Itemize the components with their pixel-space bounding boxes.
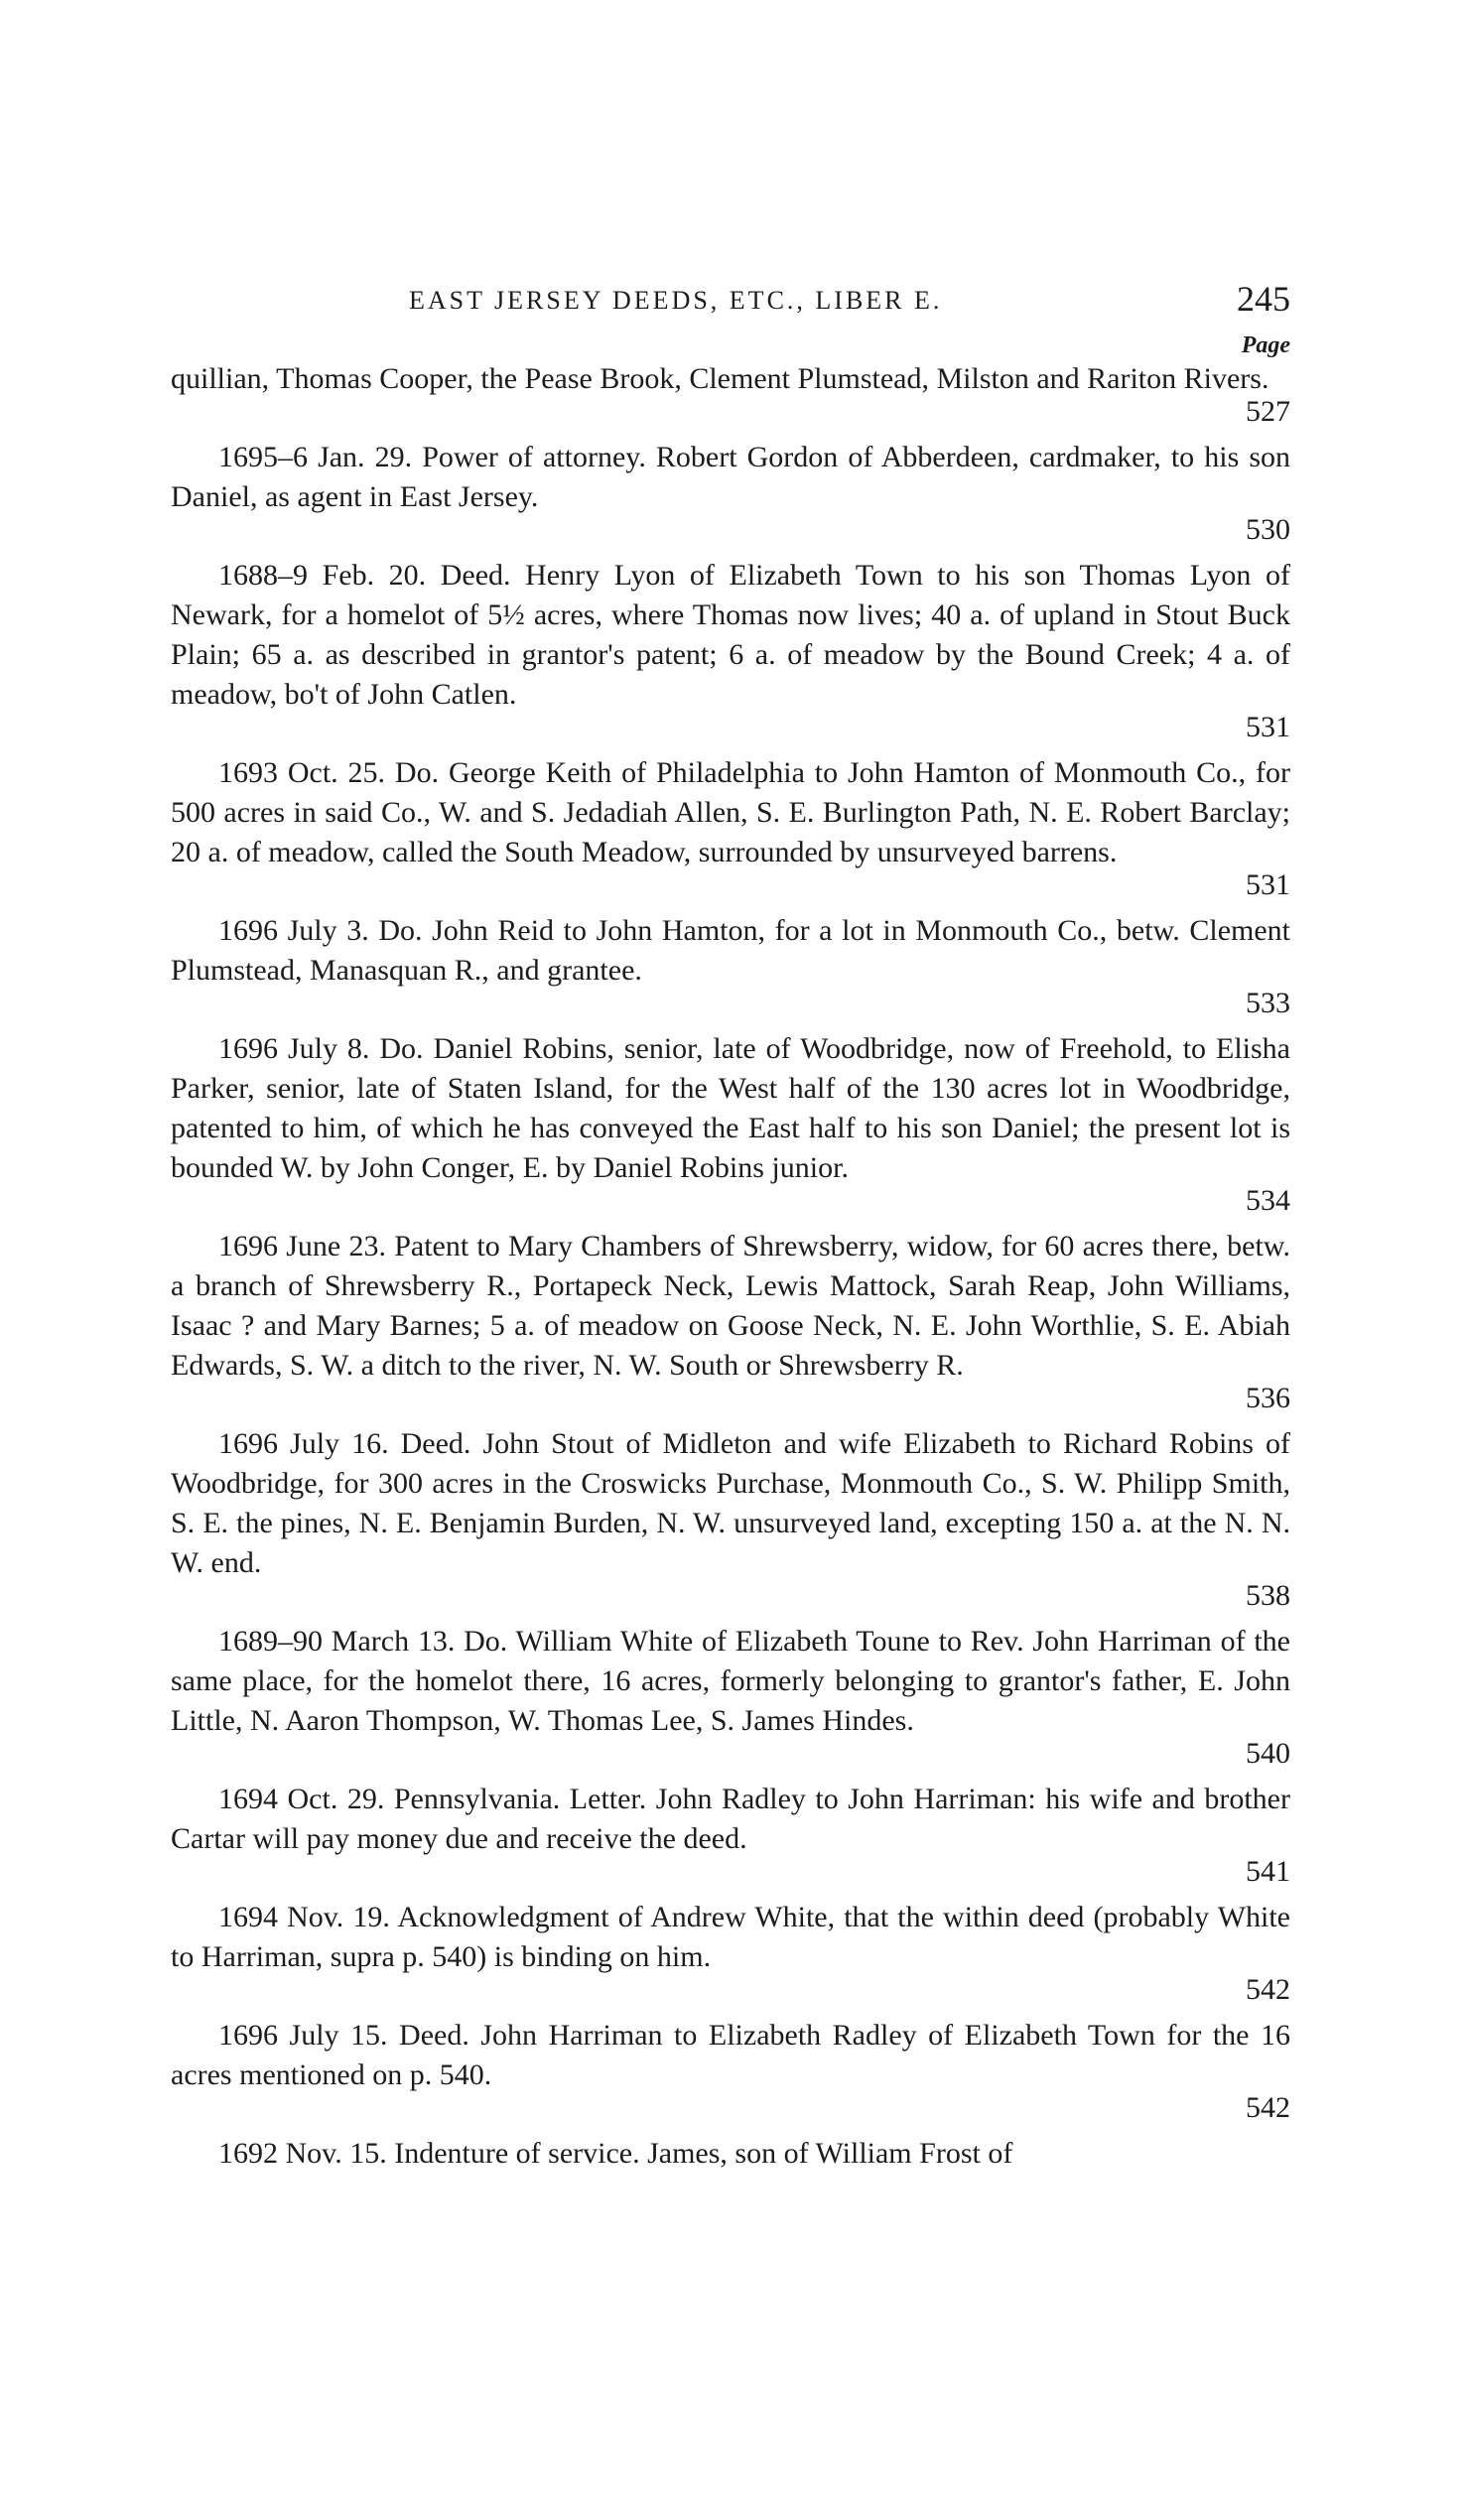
page-column-label: Page	[1241, 332, 1290, 358]
entry-text: 1694 Oct. 29. Pennsylvania. Letter. John Radley to John Harriman: his wife and brother Cartar will pay money due and receive the deed.	[171, 1783, 1290, 1855]
entry-page-ref: 542	[1246, 2091, 1290, 2124]
entry-text: 1694 Nov. 19. Acknowledgment of Andrew White, that the within deed (probably White to Harriman, supra p. 540) is binding on him.	[171, 1901, 1290, 1973]
entry-page-ref: 533	[1246, 987, 1290, 1019]
entry	[171, 1424, 1290, 1613]
entry-text: 1696 July 3. Do. John Reid to John Hamton, for a lot in Monmouth Co., betw. Clement Plumstead, Manasquan R., and grantee.	[171, 914, 1290, 987]
entry-text: 1696 July 15. Deed. John Harriman to Elizabeth Radley of Elizabeth Town for the 16 acres mentioned on p. 540.	[171, 2019, 1290, 2091]
entry	[171, 438, 1290, 547]
entry-page-ref: 530	[1246, 513, 1290, 546]
entry-text: quillian, Thomas Cooper, the Pease Brook, Clement Plumstead, Milston and Rariton Rivers.	[171, 362, 1269, 395]
entry	[171, 359, 1290, 429]
entry-page-ref: 536	[1246, 1382, 1290, 1414]
entry	[171, 556, 1290, 744]
entry-text: 1688–9 Feb. 20. Deed. Henry Lyon of Elizabeth Town to his son Thomas Lyon of Newark, for a homelot of 5½ acres, where Thomas now lives; 40 a. of upland in Stout Buck Plain; 65 a. as described in grantor's patent; 6 a. of meadow by the Bound Creek; 4 a. of meadow, bo't of John Catlen.	[171, 559, 1290, 711]
entry-page-ref: 531	[1246, 711, 1290, 743]
entry-page-ref: 542	[1246, 1973, 1290, 2006]
entry	[171, 911, 1290, 1020]
entry-page-ref: 538	[1246, 1579, 1290, 1612]
entry	[171, 1622, 1290, 1771]
entry-text: 1693 Oct. 25. Do. George Keith of Philadelphia to John Hamton of Monmouth Co., for 500 acres in said Co., W. and S. Jedadiah Allen, S. E. Burlington Path, N. E. Robert Barclay; 20 a. of meadow, called the South Meadow, surrounded by unsurveyed barrens.	[171, 756, 1290, 868]
entry-page-ref: 527	[1246, 395, 1290, 428]
running-head	[171, 278, 1290, 328]
entry-page-ref: 540	[1246, 1737, 1290, 1770]
entry	[171, 1227, 1290, 1415]
entry-text: 1696 July 8. Do. Daniel Robins, senior, late of Woodbridge, now of Freehold, to Elisha Parker, senior, late of Staten Island, for the West half of the 130 acres lot in Woodbridge, patented to him, of which he has conveyed the East half to his son Daniel; the present lot is bounded W. by John Conger, E. by Daniel Robins junior.	[171, 1032, 1290, 1184]
entry	[171, 1780, 1290, 1889]
entry-page-ref: 541	[1246, 1855, 1290, 1888]
header-title: EAST JERSEY DEEDS, ETC., LIBER E.	[409, 286, 943, 315]
entries-list	[171, 359, 1290, 2174]
entry-text: 1696 July 16. Deed. John Stout of Midleton and wife Elizabeth to Richard Robins of Woodbridge, for 300 acres in the Croswicks Purchase, Monmouth Co., S. W. Philipp Smith, S. E. the pines, N. E. Benjamin Burden, N. W. unsurveyed land, excepting 150 a. at the N. N. W. end.	[171, 1427, 1290, 1579]
entry	[171, 1029, 1290, 1218]
entry	[171, 2016, 1290, 2125]
entry	[171, 2134, 1290, 2174]
entry-text: 1696 June 23. Patent to Mary Chambers of Shrewsberry, widow, for 60 acres there, betw. a branch of Shrewsberry R., Portapeck Neck, Lewis Mattock, Sarah Reap, John Williams, Isaac ? and Mary Barnes; 5 a. of meadow on Goose Neck, N. E. John Worthlie, S. E. Abiah Edwards, S. W. a ditch to the river, N. W. South or Shrewsberry R.	[171, 1230, 1290, 1382]
entry	[171, 1898, 1290, 2007]
entry-text: 1692 Nov. 15. Indenture of service. James, son of William Frost of	[218, 2137, 1013, 2170]
document-page	[171, 278, 1290, 2174]
entry-text: 1695–6 Jan. 29. Power of attorney. Robert Gordon of Abberdeen, cardmaker, to his son Daniel, as agent in East Jersey.	[171, 441, 1290, 513]
page-number: 245	[1237, 279, 1290, 319]
entry-page-ref: 531	[1246, 868, 1290, 901]
entry-page-ref: 534	[1246, 1184, 1290, 1217]
entry	[171, 753, 1290, 902]
entry-text: 1689–90 March 13. Do. William White of Elizabeth Toune to Rev. John Harriman of the same place, for the homelot there, 16 acres, formerly belonging to grantor's father, E. John Little, N. Aaron Thompson, W. Thomas Lee, S. James Hindes.	[171, 1625, 1290, 1737]
